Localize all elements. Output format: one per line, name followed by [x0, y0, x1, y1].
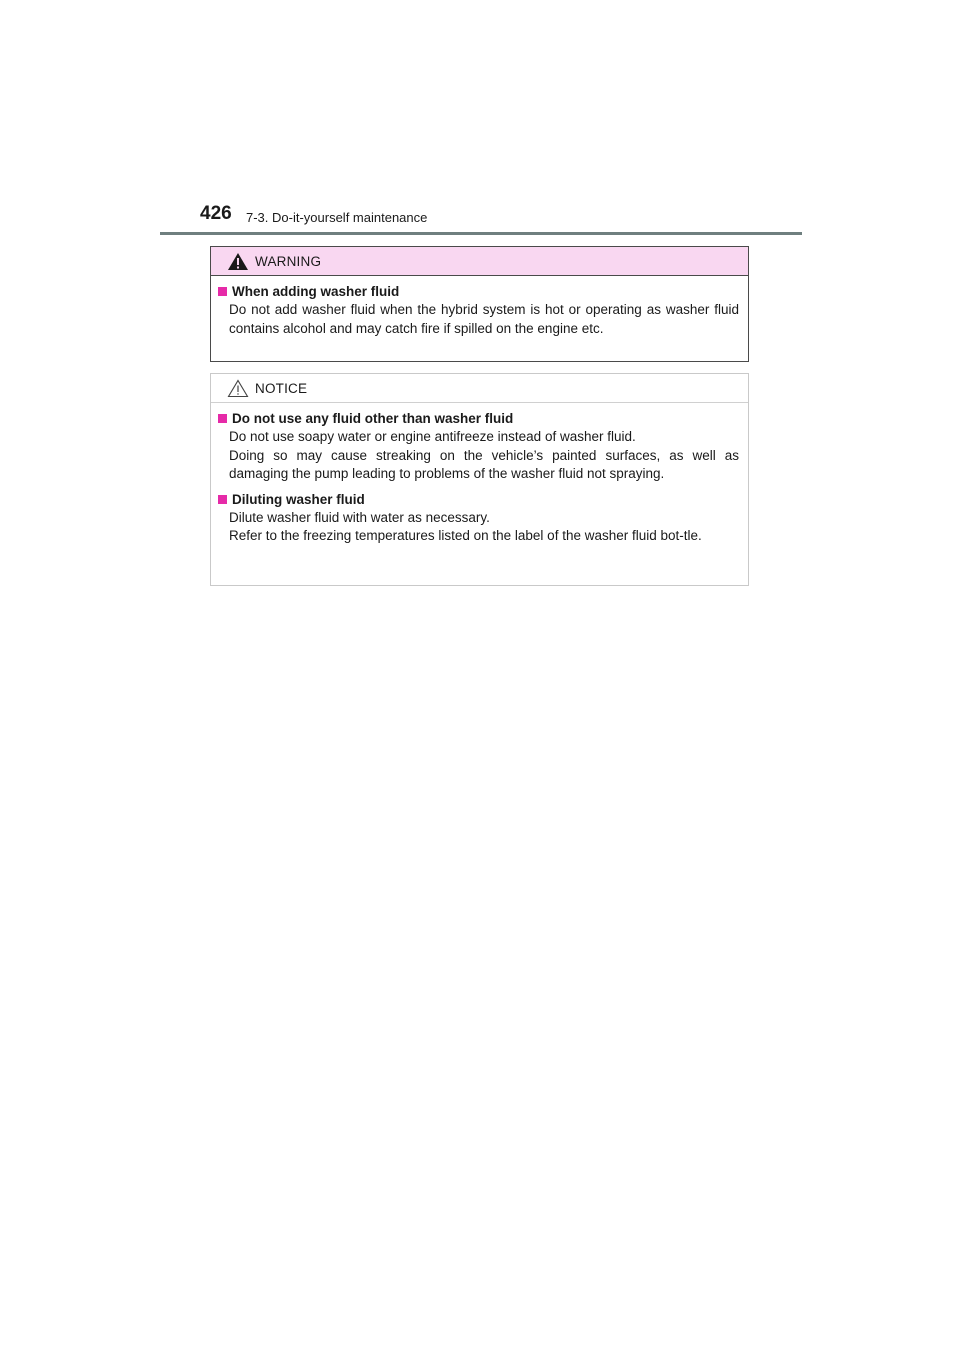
- warning-triangle-outline-icon: [227, 379, 249, 398]
- item-paragraph: Do not add washer fluid when the hybrid system is hot or operating as washer fluid contains alcohol and may catch fire if spilled on the engine etc.: [229, 302, 739, 336]
- item-title: When adding washer fluid: [232, 284, 400, 299]
- notice-box: [210, 373, 749, 586]
- notice-label: NOTICE: [255, 381, 308, 396]
- item-paragraph: Doing so may cause streaking on the vehicle’s painted surfaces, as well as damaging the pump leading to problems of the washer fluid not spraying.: [229, 447, 739, 481]
- item-paragraph: Dilute washer fluid with water as necessary.: [229, 509, 490, 525]
- item-paragraph: Refer to the freezing temperatures listed on the label of the washer fluid bot-tle.: [229, 528, 702, 543]
- warning-box: [210, 246, 749, 362]
- warning-header: [211, 247, 748, 276]
- bullet-icon: [218, 495, 227, 504]
- notice-header: [211, 374, 748, 403]
- warning-triangle-filled-icon: [227, 252, 249, 271]
- notice-item: [218, 409, 739, 484]
- item-paragraph: Do not use soapy water or engine antifreeze instead of washer fluid.: [229, 429, 636, 444]
- bullet-icon: [218, 287, 227, 296]
- page-number: 426: [200, 203, 232, 224]
- warning-item: [218, 282, 739, 338]
- item-title: Diluting washer fluid: [232, 491, 365, 507]
- item-title: Do not use any fluid other than washer fluid: [232, 411, 514, 426]
- section-title: 7-3. Do-it-yourself maintenance: [246, 210, 428, 225]
- notice-item: [218, 490, 739, 546]
- bullet-icon: [218, 414, 227, 423]
- header-rule: [160, 232, 802, 235]
- warning-label: WARNING: [255, 254, 322, 269]
